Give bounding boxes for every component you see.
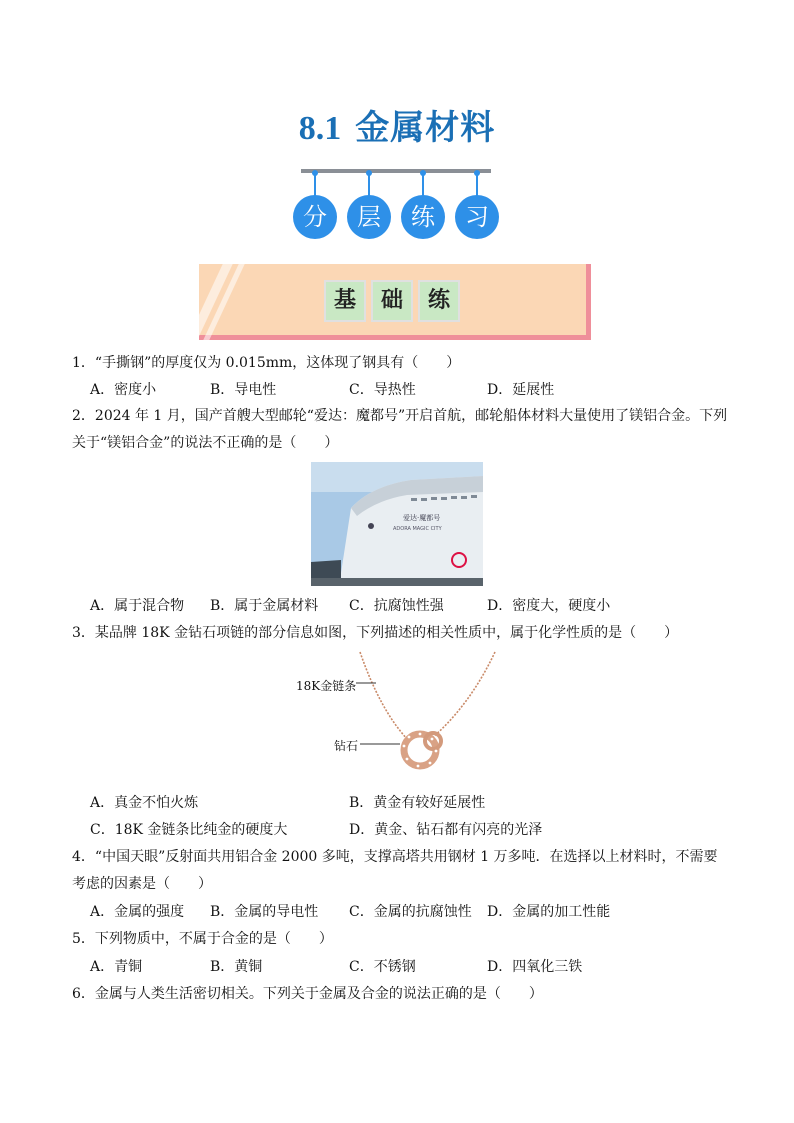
option: B．黄金有较好延展性 [349,795,486,811]
option: B．导电性 [210,382,277,398]
option: B．金属的导电性 [210,904,319,920]
question-2: 2．2024 年 1 月，国产首艘大型邮轮“爱达：魔都号”开启首航，邮轮船体材料大量使用了镁铝合金。下列关于“镁铝合金”的说法不正确的是（ ） [72,408,728,451]
question-6: 6．金属与人类生活密切相关。下列关于金属及合金的说法正确的是（ ） [72,986,543,1002]
option: C．18K 金链条比纯金的硬度大 [90,822,288,838]
label-chain: 18K金链条 [296,679,357,693]
option: B．黄铜 [210,959,263,975]
option: D．金属的加工性能 [487,904,611,920]
ship-name-en: ADORA MAGIC CITY [393,526,442,532]
option: D．四氧化三铁 [487,959,583,975]
option: A．金属的强度 [90,904,185,920]
ship-name: 爱达·魔都号 [403,514,441,522]
option: D．密度大，硬度小 [487,598,611,614]
step-badge: 层 [347,195,391,239]
option: D．延展性 [487,382,555,398]
option: C．不锈钢 [349,959,416,975]
section-title: 金属材料 [355,108,496,148]
level-banner [199,264,591,340]
anchor-port [368,523,374,529]
option: C．抗腐蚀性强 [349,598,444,614]
section-number: 8.1 [298,110,342,147]
option: A．密度小 [90,382,157,398]
step-badge: 习 [455,195,499,239]
rail-stem [314,174,316,196]
step-rail [301,169,491,173]
option: A．真金不怕火炼 [90,795,199,811]
chain-right [432,652,495,738]
question-3: 3．某品牌 18K 金钻石项链的部分信息如图，下列描述的相关性质中，属于化学性质的是（ ） [72,625,679,641]
page-title [0,100,794,149]
necklace-image [290,650,510,790]
question-5: 5．下列物质中，不属于合金的是（ ） [72,931,333,947]
option: C．金属的抗腐蚀性 [349,904,472,920]
option: A．青铜 [90,959,143,975]
question-4: 4．“中国天眼”反射面共用铝合金 2000 多吨，支撑高塔共用钢材 1 万多吨．在选择以上材料时，不需要考虑的因素是（ ） [72,849,718,892]
option: A．属于混合物 [90,598,185,614]
dock [311,578,483,586]
cruise-ship-image [311,462,483,586]
chain-left [360,652,408,740]
banner-char: 础 [371,280,413,322]
step-badge: 练 [401,195,445,239]
rail-stem [422,174,424,196]
option: B．属于金属材料 [210,598,319,614]
rail-stem [368,174,370,196]
rail-stem [476,174,478,196]
banner-char: 基 [324,280,366,322]
option: D．黄金、钻石都有闪亮的光泽 [349,822,543,838]
banner-char: 练 [418,280,460,322]
question-1: 1．“手撕钢”的厚度仅为 0.015mm，这体现了钢具有（ ） [72,355,461,371]
option: C．导热性 [349,382,416,398]
step-badge: 分 [293,195,337,239]
label-diamond: 钻石 [334,739,359,753]
